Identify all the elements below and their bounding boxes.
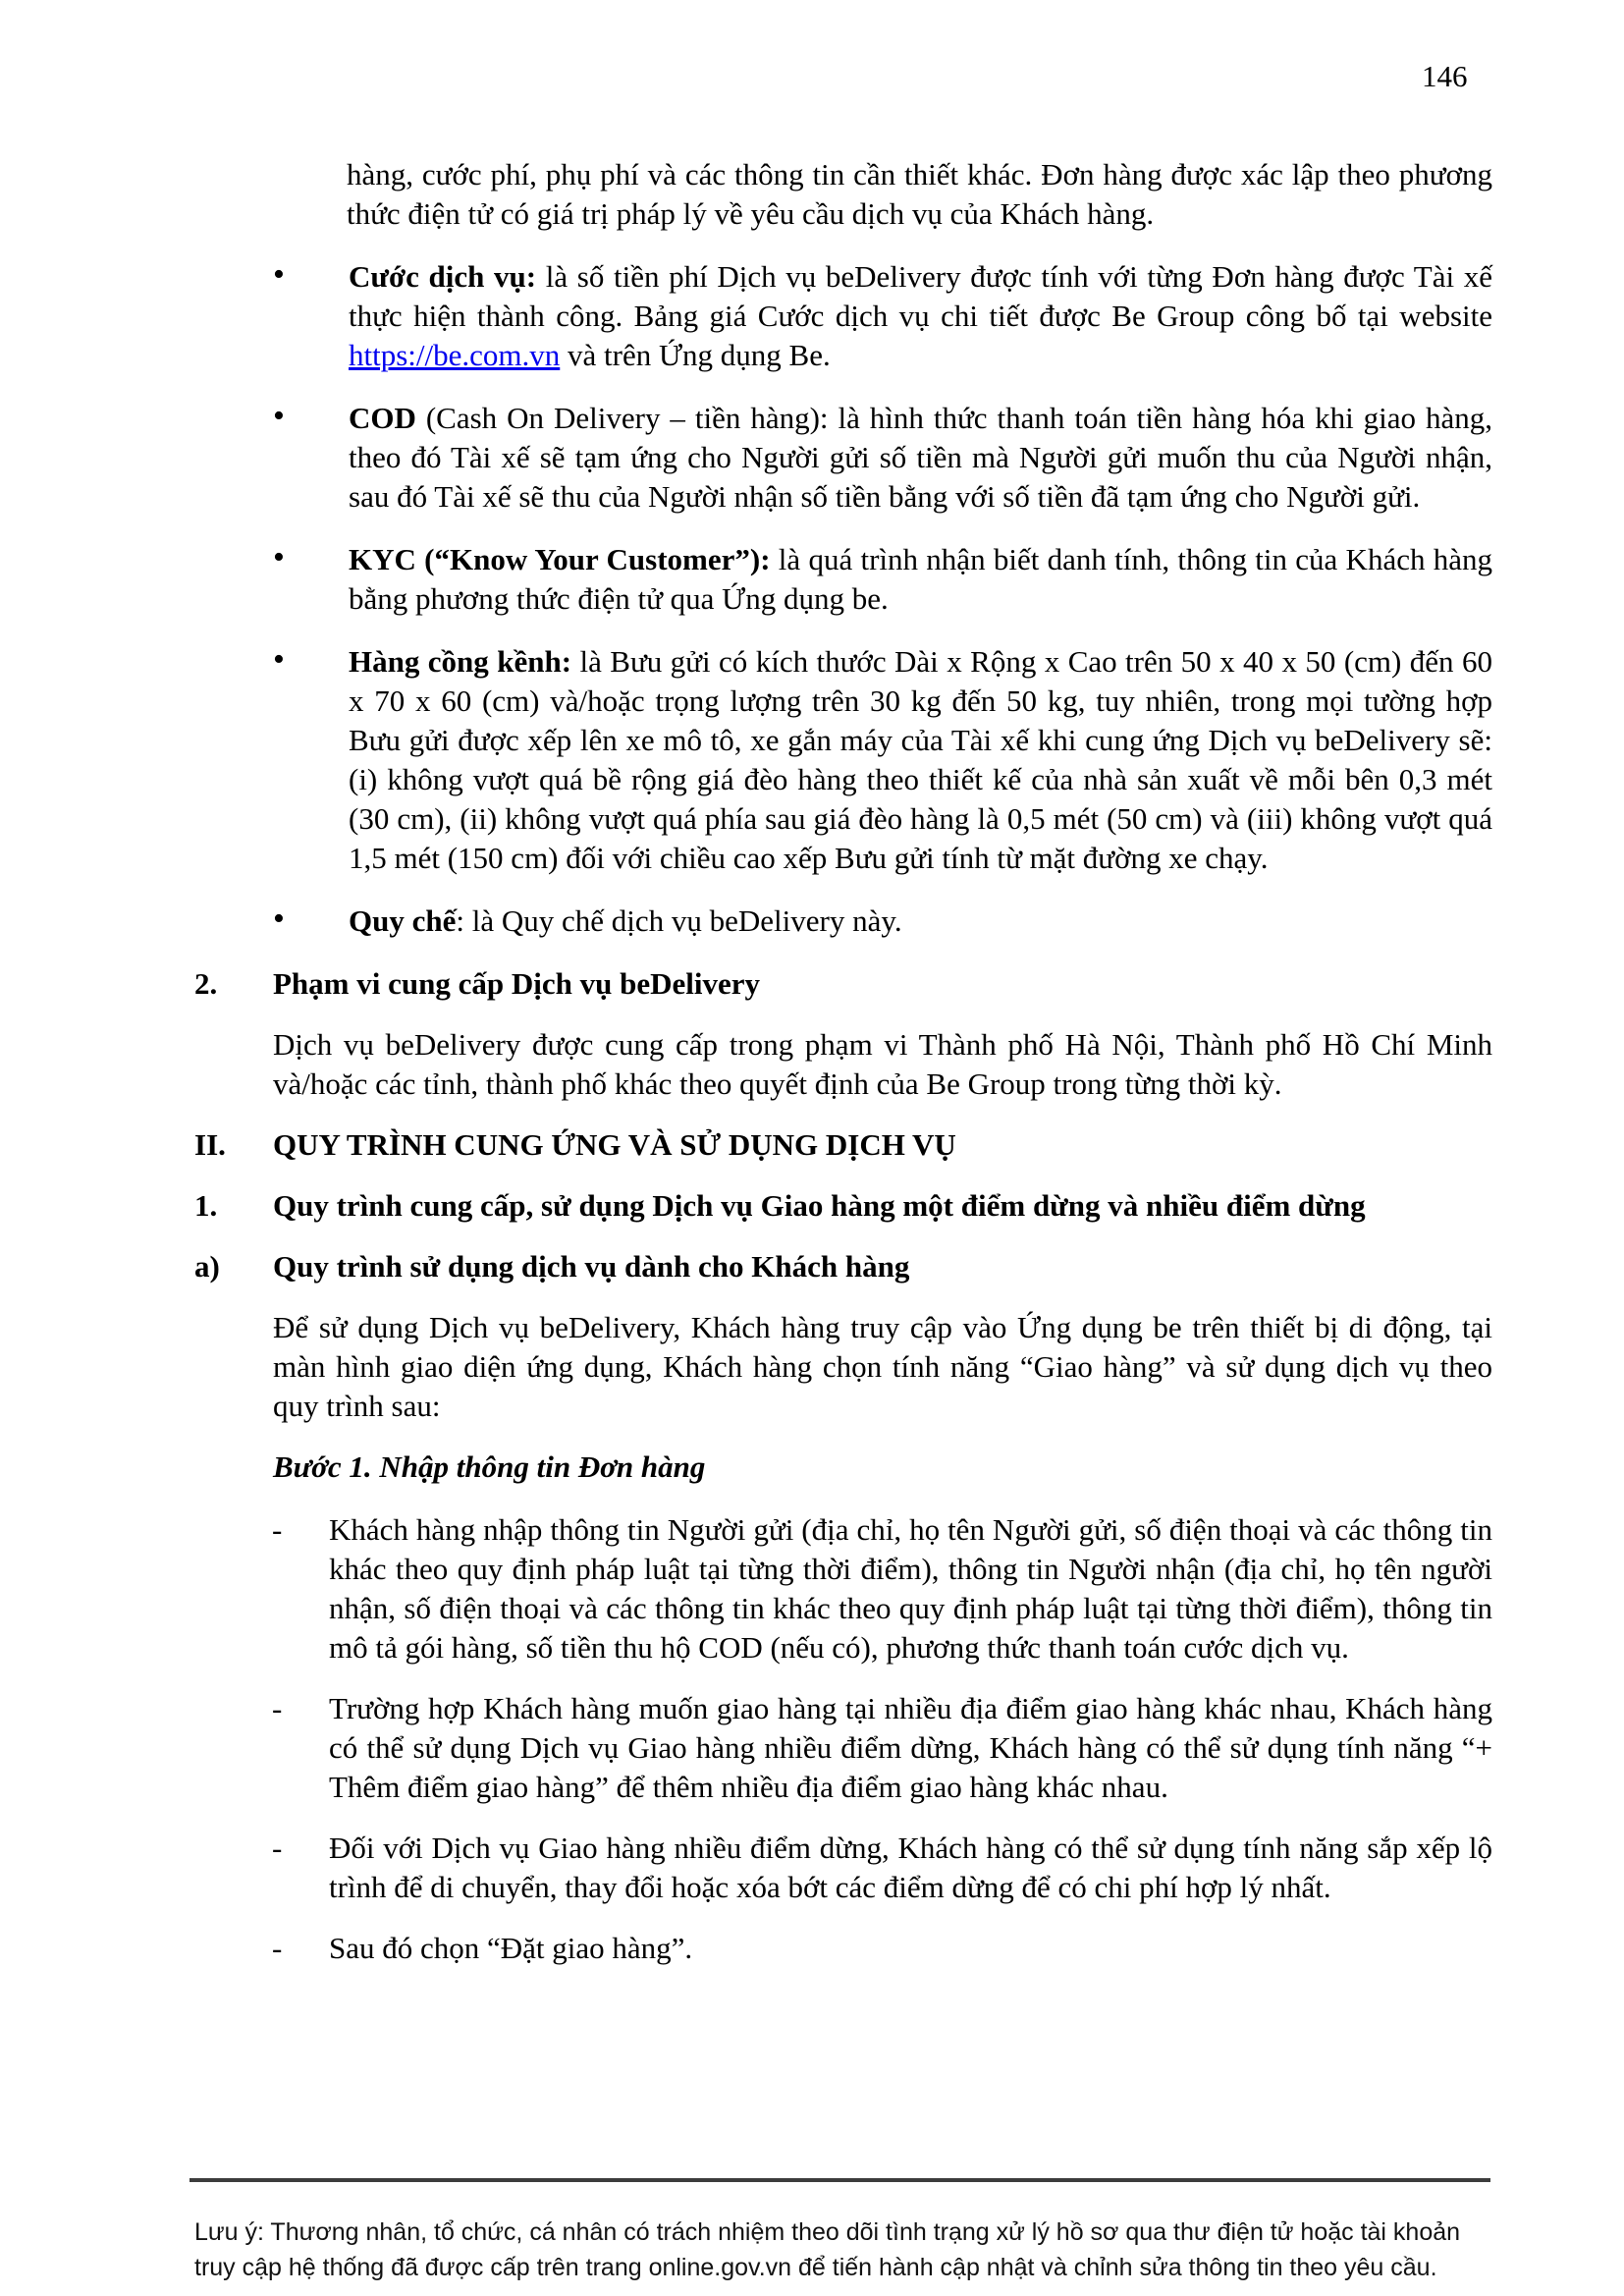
dash-icon: - (272, 1931, 283, 1965)
list-item-text: Sau đó chọn “Đặt giao hàng”. (329, 1931, 693, 1965)
definition-text: (Cash On Delivery – tiền hàng): là hình thức thanh toán tiền hàng hóa khi giao hàng, theo đó Tài xế sẽ tạm ứng cho Người gửi số tiền mà Người gửi muốn thu của Người nhận, sau đó Tài xế sẽ thu của Người nhận số tiền bằng với số tiền đã tạm ứng cho Người gửi. (349, 401, 1492, 514)
step-1-heading: Bước 1. Nhập thông tin Đơn hàng (273, 1449, 706, 1484)
definition-item-kyc (194, 540, 1492, 619)
definition-text-after-link: và trên Ứng dụng Be. (560, 338, 831, 372)
definition-text: là Bưu gửi có kích thước Dài x Rộng x Cao trên 50 x 40 x 50 (cm) đến 60 x 70 x 60 (cm) và/hoặc trọng lượng trên 30 kg đến 50 kg, tuy nhiên, trong mọi tường hợp Bưu gửi được xếp lên xe mô tô, xe gắn máy của Tài xế khi cung ứng Dịch vụ beDelivery sẽ: (i) không vượt quá bề rộng giá đèo hàng theo thiết kế của nhà sản xuất về mỗi bên 0,3 mét (30 cm), (ii) không vượt quá phía sau giá đèo hàng là 0,5 mét (50 cm) và (iii) không vượt quá 1,5 mét (150 cm) đối với chiều cao xếp Bưu gửi tính từ mặt đường xe chạy. (349, 644, 1492, 875)
step-list-item (194, 1510, 1492, 1667)
section-heading-ii (194, 1125, 1492, 1165)
list-item-text: Khách hàng nhập thông tin Người gửi (địa chỉ, họ tên Người gửi, số điện thoại và các thông tin khác theo quy định pháp luật tại từng thời điểm), thông tin Người nhận (địa chỉ, họ tên người nhận, số điện thoại và các thông tin khác theo quy định pháp luật tại từng thời điểm), thông tin mô tả gói hàng, số tiền thu hộ COD (nếu có), phương thức thanh toán cước dịch vụ. (329, 1512, 1492, 1665)
step-list-item (194, 1829, 1492, 1907)
bullet-icon: • (273, 901, 285, 937)
footer-divider (189, 2178, 1490, 2182)
definition-item-cod (194, 399, 1492, 517)
section-title: Quy trình sử dụng dịch vụ dành cho Khách hàng (273, 1249, 910, 1284)
definition-item-quy-che (194, 902, 1492, 941)
step-list-item (194, 1689, 1492, 1807)
dash-icon: - (272, 1831, 283, 1865)
bullet-icon: • (273, 256, 285, 293)
section-number: II. (194, 1127, 226, 1162)
footer-note: Lưu ý: Thương nhân, tổ chức, cá nhân có trách nhiệm theo dõi tình trạng xử lý hồ sơ qua thư điện tử hoặc tài khoản truy cập hệ thống đã được cấp trên trang online.gov.vn để tiến hành cập nhật và chỉnh sửa thông tin theo yêu cầu. (194, 2218, 1461, 2281)
dash-icon: - (272, 1512, 283, 1547)
definition-term: Hàng cồng kềnh: (349, 644, 572, 679)
bullet-icon: • (273, 641, 285, 678)
intro-continuation-paragraph: hàng, cước phí, phụ phí và các thông tin cần thiết khác. Đơn hàng được xác lập theo phương thức điện tử có giá trị pháp lý về yêu cầu dịch vụ của Khách hàng. (347, 157, 1492, 231)
page-number: 146 (1422, 59, 1468, 93)
section-heading-a (194, 1247, 1492, 1286)
section-title: Phạm vi cung cấp Dịch vụ beDelivery (273, 966, 760, 1001)
section-number: 1. (194, 1188, 218, 1223)
dash-icon: - (272, 1691, 283, 1725)
bullet-icon: • (273, 398, 285, 434)
definition-item-cuoc-dich-vu (194, 257, 1492, 375)
be-website-link[interactable]: https://be.com.vn (349, 338, 561, 372)
section-heading-1 (194, 1186, 1492, 1226)
section-number: 2. (194, 966, 218, 1001)
list-item-text: Đối với Dịch vụ Giao hàng nhiều điểm dừng, Khách hàng có thể sử dụng tính năng sắp xếp lộ trình để di chuyển, thay đổi hoặc xóa bớt các điểm dừng để có chi phí hợp lý nhất. (329, 1831, 1492, 1904)
definition-text: là số tiền phí Dịch vụ beDelivery được tính với từng Đơn hàng được Tài xế thực hiện thành công. Bảng giá Cước dịch vụ chi tiết được Be Group công bố tại website (349, 259, 1492, 333)
definition-text: là quá trình nhận biết danh tính, thông tin của Khách hàng bằng phương thức điện tử qua Ứng dụng be. (349, 542, 1492, 616)
section-2-paragraph: Dịch vụ beDelivery được cung cấp trong phạm vi Thành phố Hà Nội, Thành phố Hồ Chí Minh và/hoặc các tỉnh, thành phố khác theo quyết định của Be Group trong từng thời kỳ. (273, 1027, 1492, 1101)
list-item-text: Trường hợp Khách hàng muốn giao hàng tại nhiều địa điểm giao hàng khác nhau, Khách hàng có thể sử dụng Dịch vụ Giao hàng nhiều điểm dừng, Khách hàng có thể sử dụng tính năng “+ Thêm điểm giao hàng” để thêm nhiều địa điểm giao hàng khác nhau. (329, 1691, 1492, 1804)
bullet-icon: • (273, 539, 285, 575)
page-content (194, 155, 1492, 1990)
section-title: QUY TRÌNH CUNG ỨNG VÀ SỬ DỤNG DỊCH VỤ (273, 1127, 956, 1162)
definition-term: KYC (“Know Your Customer”): (349, 542, 771, 576)
section-title: Quy trình cung cấp, sử dụng Dịch vụ Giao hàng một điểm dừng và nhiều điểm dừng (273, 1188, 1366, 1223)
definition-text: : là Quy chế dịch vụ beDelivery này. (456, 903, 902, 938)
definition-term: COD (349, 401, 416, 435)
step-list-item (194, 1929, 1492, 1968)
definition-term: Quy chế (349, 903, 457, 938)
section-a-paragraph: Để sử dụng Dịch vụ beDelivery, Khách hàng truy cập vào Ứng dụng be trên thiết bị di động, tại màn hình giao diện ứng dụng, Khách hàng chọn tính năng “Giao hàng” và sử dụng dịch vụ theo quy trình sau: (273, 1310, 1492, 1423)
section-heading-2 (194, 964, 1492, 1004)
definition-item-hang-cong-kenh (194, 642, 1492, 878)
definition-term: Cước dịch vụ: (349, 259, 537, 294)
section-number: a) (194, 1249, 220, 1284)
